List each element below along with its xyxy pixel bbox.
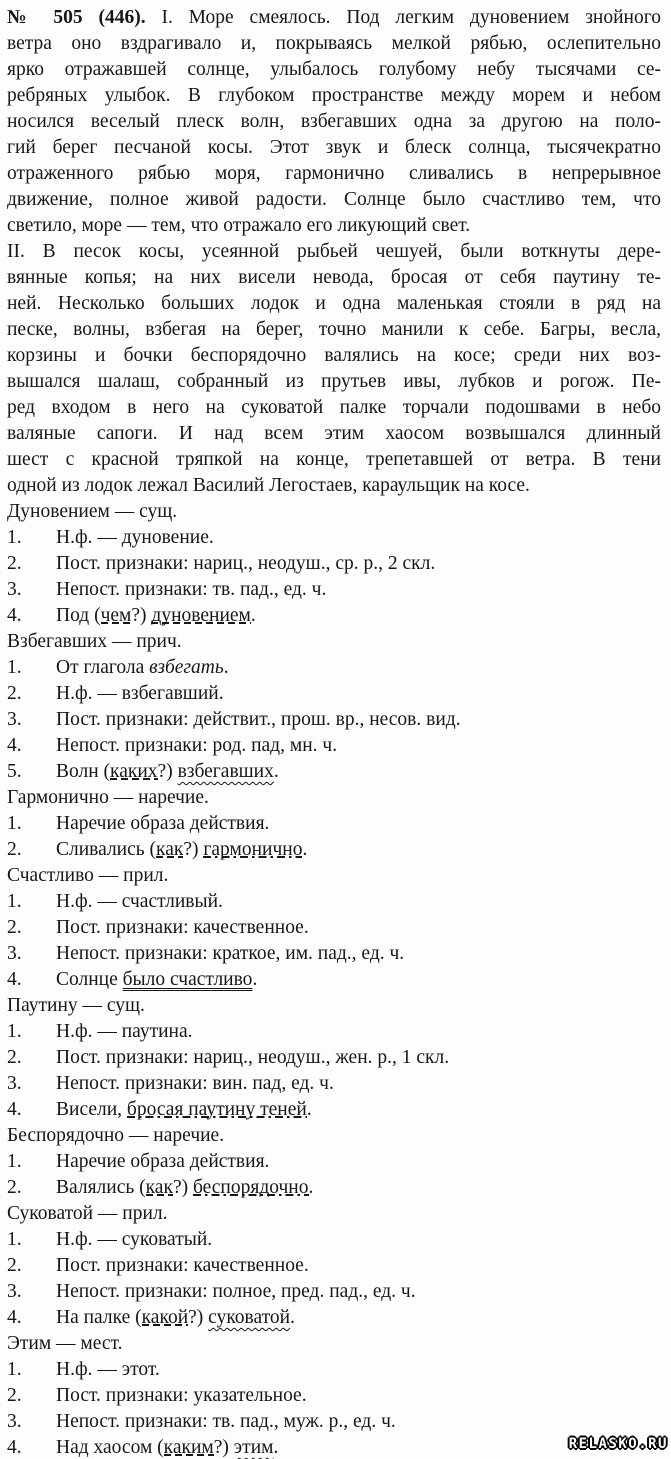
analysis-item [7,525,661,551]
text-segment: ?) [131,605,152,626]
text-segment: Наречие образа действия. [56,813,270,834]
paragraph-2-line-8 [7,421,661,447]
paragraph-2-line-10 [7,473,661,499]
dashed-underline-text: чем [100,605,132,626]
analysis-heading: Гармонично — наречие. [7,787,209,808]
dashed-underline-text: дуновением [151,605,251,626]
text-segment: Солнце [56,969,123,990]
item-number: 4. [7,1099,22,1120]
text-segment: песке, волны, взбегая на берег, точно манили к себе. Багры, весла, [7,319,661,340]
paragraph-1-line-7 [7,161,661,187]
text-segment: Валялись ( [56,1177,146,1198]
text-segment: движение, полное живой радости. Солнце было счастливо тем, что [7,189,661,210]
text-segment: Н.ф. — взбегавший. [56,683,224,704]
text-segment: . [223,657,229,678]
analysis-item [7,1435,661,1459]
text-segment: Н.ф. — суковатый. [56,1229,213,1250]
item-text [56,759,661,785]
item-number: 1. [7,1229,22,1250]
analysis-item [7,967,661,993]
analysis-heading: Этим — мест. [7,1333,123,1354]
paragraph-1-line-1 [7,5,661,31]
item-number: 4. [7,735,22,756]
item-number: 2. [7,683,22,704]
wavy-underline-text: этим [233,1437,274,1458]
text-segment: II. В песок косы, усеянной рыбьей чешуей, были воткнуты дере- [7,241,661,262]
text-segment: Сливались ( [56,839,157,860]
item-text [56,967,661,993]
item-number: 3. [7,579,22,600]
item-text [56,837,661,863]
paragraph-2-line-4 [7,317,661,343]
paragraph-2-line-5 [7,343,661,369]
item-number: 2. [7,917,22,938]
item-text [56,603,661,629]
item-number: 3. [7,1073,22,1094]
text-segment: валяные сапоги. И над всем этим хаосом возвышался длинный [7,423,661,444]
item-text [56,1305,661,1331]
paragraph-1-line-5 [7,109,661,135]
text-segment: Непост. признаки: полное, пред. пад., ед. ч. [56,1281,416,1302]
item-number: 1. [7,891,22,912]
text-segment: . [252,969,258,990]
item-text [56,1097,661,1123]
text-segment: Над хаосом ( [56,1437,164,1458]
text-segment: . [273,1437,279,1458]
text-segment: Непост. признаки: тв. пад., ед. ч. [56,579,327,600]
item-text [56,551,661,577]
item-number: 2. [7,1177,22,1198]
dashdot-underline-text: бросая паутину теней [126,1099,307,1120]
item-number: 2. [7,1047,22,1068]
text-segment: отраженного рябью моря, гармонично сливались в непрерывное [7,163,661,184]
analysis-section [7,499,661,1459]
item-text [56,1253,661,1279]
text-segment: На палке ( [56,1307,142,1328]
text-segment: ?) [213,1437,234,1458]
item-text [56,681,661,707]
text-segment: ?) [183,839,204,860]
text-segment: Наречие образа действия. [56,1151,270,1172]
text-segment: ?) [188,1307,209,1328]
text-segment: ветра оно вздрагивало и, покрываясь мелкой рябью, ослепительно [7,33,661,54]
text-segment: ребряных улыбок. В глубоком пространстве между морем и небом [7,85,661,106]
analysis-item [7,1175,661,1201]
analysis-heading: Паутину — сущ. [7,995,145,1016]
text-segment: ярко отражавшей солнце, улыбалось голубому небу тысячами се- [7,59,661,80]
italic-text: взбегать [149,657,224,678]
item-number: 3. [7,1411,22,1432]
item-text [56,1383,661,1409]
item-number: 2. [7,553,22,574]
item-text [56,1045,661,1071]
analysis-heading: Беспорядочно — наречие. [7,1125,225,1146]
analysis-item [7,889,661,915]
item-number: 4. [7,1307,22,1328]
text-segment: вянные копья; на них висели невода, бросая от себя паутину те- [7,267,661,288]
analysis-item [7,1279,661,1305]
text-segment: ?) [172,1177,193,1198]
analysis-item [7,1097,661,1123]
item-number: 1. [7,1021,22,1042]
analysis-heading: Суковатой — прил. [7,1203,168,1224]
item-text [56,1227,661,1253]
item-text [56,1279,661,1305]
dashed-underline-text: как [156,839,184,860]
watermark: RELASKO.RU [568,1436,668,1452]
item-number: 4. [7,605,22,626]
analysis-item [7,681,661,707]
dashed-underline-text: каких [110,761,158,782]
text-segment: шест с красной тряпкой на конце, трепетавшей от ветра. В тени [7,449,661,470]
item-number: 3. [7,1281,22,1302]
text-segment: От глагола [56,657,150,678]
analysis-item [7,1409,661,1435]
text-segment: носился веселый плеск волн, взбегавших одна за другою на поло- [7,111,661,132]
analysis-item [7,1019,661,1045]
item-text [56,1071,661,1097]
dashed-underline-text: как [145,1177,173,1198]
analysis-heading: Дуновением — сущ. [7,501,178,522]
item-text [56,1019,661,1045]
item-text [56,1175,661,1201]
paragraph-1-line-2 [7,31,661,57]
item-text [56,733,661,759]
item-number: 2. [7,1385,22,1406]
analysis-item [7,577,661,603]
double-underline-text: было счастливо [122,969,253,990]
paragraph-1-line-4 [7,83,661,109]
paragraph-1-line-8 [7,187,661,213]
analysis-item [7,941,661,967]
analysis-item [7,655,661,681]
text-segment: . [306,1099,312,1120]
item-number: 1. [7,813,22,834]
exercise-text [7,5,661,499]
text-segment: Пост. признаки: нариц., неодуш., ср. р., 2 скл. [56,553,436,574]
text-segment: Непост. признаки: вин. пад, ед. ч. [56,1073,334,1094]
text-segment: . [302,839,308,860]
text-segment: Висели, [56,1099,127,1120]
paragraph-2-line-3 [7,291,661,317]
analysis-item [7,1305,661,1331]
text-segment: светило, море — тем, что отражало его ликующий свет. [7,215,471,236]
analysis-item [7,1253,661,1279]
text-segment: Н.ф. — этот. [56,1359,160,1380]
text-segment: корзины и бочки беспорядочно валялись на косе; среди них воз- [7,345,661,366]
text-segment: I. Море смеялось. Под легким дуновением знойного [145,7,661,28]
dashed-underline-text: какой [141,1307,189,1328]
dashdot-underline-text: беспорядочно [192,1177,309,1198]
item-text [56,655,661,681]
paragraph-1-line-3 [7,57,661,83]
analysis-item [7,1071,661,1097]
item-text [56,889,661,915]
analysis-item [7,1149,661,1175]
analysis-item [7,1227,661,1253]
item-number: 2. [7,839,22,860]
bold-text: № 505 (446). [7,7,146,28]
item-number: 2. [7,1255,22,1276]
analysis-heading: Счастливо — прил. [7,865,169,886]
item-text [56,525,661,551]
paragraph-1-line-6 [7,135,661,161]
text-segment: ней. Несколько больших лодок и одна маленькая стояли в ряд на [7,293,661,314]
analysis-item [7,1045,661,1071]
text-segment: Под ( [56,605,101,626]
text-segment: вышался шалаш, собранный из прутьев ивы, лубков и рогож. Пе- [7,371,661,392]
wavy-underline-text: суковатой [208,1307,291,1328]
text-segment: Пост. признаки: качественное. [56,1255,309,1276]
text-segment: Непост. признаки: тв. пад., муж. р., ед. ч. [56,1411,396,1432]
analysis-item [7,811,661,837]
text-segment: Пост. признаки: указательное. [56,1385,307,1406]
analysis-item [7,837,661,863]
text-segment: Н.ф. — счастливый. [56,891,223,912]
item-text [56,707,661,733]
item-number: 1. [7,1359,22,1380]
text-segment: . [308,1177,314,1198]
item-text [56,577,661,603]
paragraph-2-line-6 [7,369,661,395]
item-number: 1. [7,1151,22,1172]
item-number: 3. [7,709,22,730]
paragraph-2-line-9 [7,447,661,473]
paragraph-2-line-1 [7,239,661,265]
analysis-item [7,551,661,577]
item-text [56,915,661,941]
text-segment: Пост. признаки: нариц., неодуш., жен. р., 1 скл. [56,1047,450,1068]
analysis-item [7,915,661,941]
text-segment: Пост. признаки: качественное. [56,917,309,938]
analysis-item [7,1357,661,1383]
text-segment: Н.ф. — паутина. [56,1021,193,1042]
text-segment: ред входом в него на суковатой палке торчали подошвами в небо [7,397,661,418]
dashed-underline-text: каким [163,1437,214,1458]
text-segment: Н.ф. — дуновение. [56,527,214,548]
analysis-item [7,759,661,785]
text-segment: Пост. признаки: действит., прош. вр., несов. вид. [56,709,461,730]
item-text [56,941,661,967]
wavy-underline-text: взбегавших [177,761,274,782]
analysis-item [7,733,661,759]
text-segment: Непост. признаки: род. пад, мн. ч. [56,735,338,756]
paragraph-2-line-2 [7,265,661,291]
text-segment: Непост. признаки: краткое, им. пад., ед. ч. [56,943,405,964]
item-text [56,1149,661,1175]
analysis-item [7,603,661,629]
analysis-heading: Взбегавших — прич. [7,631,182,652]
text-segment: . [250,605,256,626]
text-segment: ?) [157,761,178,782]
item-number: 3. [7,943,22,964]
item-text [56,811,661,837]
paragraph-2-line-7 [7,395,661,421]
dashdot-underline-text: гармонично [203,839,303,860]
item-number: 1. [7,527,22,548]
item-text [56,1357,661,1383]
item-number: 5. [7,761,22,782]
item-number: 1. [7,657,22,678]
analysis-item [7,1383,661,1409]
paragraph-1-line-9 [7,213,661,239]
text-segment: гий берег песчаной косы. Этот звук и блеск солнца, тысячекратно [7,137,661,158]
analysis-item [7,707,661,733]
text-segment: одной из лодок лежал Василий Легостаев, караульщик на косе. [7,475,530,496]
text-segment: . [273,761,279,782]
text-segment: . [290,1307,295,1328]
item-number: 4. [7,1437,22,1458]
text-segment: Волн ( [56,761,111,782]
item-number: 4. [7,969,22,990]
